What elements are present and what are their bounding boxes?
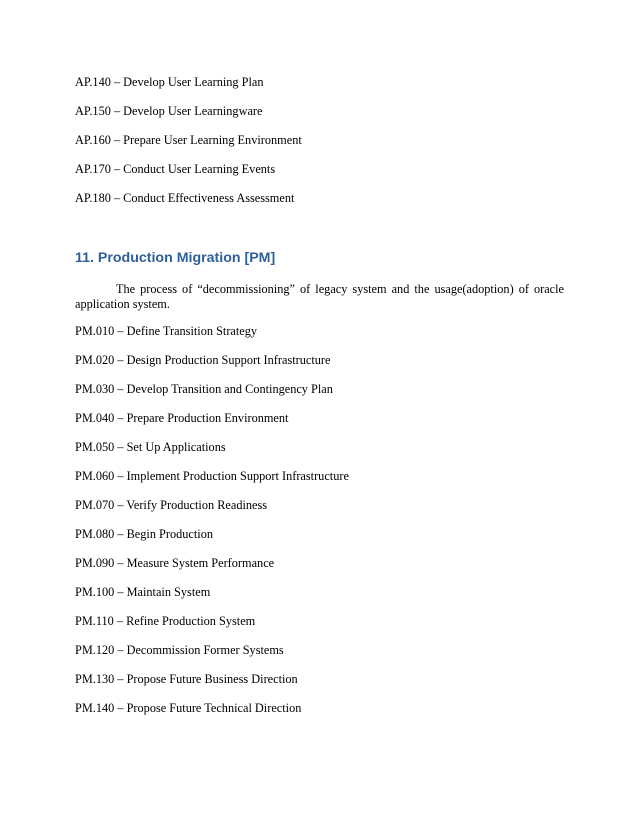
pm-item-140: PM.140 – Propose Future Technical Direction bbox=[75, 701, 302, 715]
pm-item-120: PM.120 – Decommission Former Systems bbox=[75, 643, 284, 657]
ap-item-150: AP.150 – Develop User Learningware bbox=[75, 104, 263, 118]
pm-item-030: PM.030 – Develop Transition and Contingency Plan bbox=[75, 382, 333, 396]
pm-item-050: PM.050 – Set Up Applications bbox=[75, 440, 226, 454]
section-heading: 11. Production Migration [PM] bbox=[75, 250, 276, 266]
pm-item-020: PM.020 – Design Production Support Infrastructure bbox=[75, 353, 331, 367]
section-paragraph: The process of “decommissioning” of legacy system and the usage(adoption) of oracle application system. bbox=[75, 282, 564, 311]
pm-item-080: PM.080 – Begin Production bbox=[75, 527, 214, 541]
pm-item-040: PM.040 – Prepare Production Environment bbox=[75, 411, 289, 425]
pm-item-060: PM.060 – Implement Production Support Infrastructure bbox=[75, 469, 349, 483]
ap-item-140: AP.140 – Develop User Learning Plan bbox=[75, 75, 264, 89]
pm-item-090: PM.090 – Measure System Performance bbox=[75, 556, 275, 570]
pm-item-010: PM.010 – Define Transition Strategy bbox=[75, 324, 258, 338]
pm-item-070: PM.070 – Verify Production Readiness bbox=[75, 498, 268, 512]
ap-item-160: AP.160 – Prepare User Learning Environment bbox=[75, 133, 302, 147]
pm-item-110: PM.110 – Refine Production System bbox=[75, 614, 256, 628]
ap-item-180: AP.180 – Conduct Effectiveness Assessment bbox=[75, 191, 295, 205]
pm-item-130: PM.130 – Propose Future Business Direction bbox=[75, 672, 298, 686]
pm-item-100: PM.100 – Maintain System bbox=[75, 585, 211, 599]
ap-item-170: AP.170 – Conduct User Learning Events bbox=[75, 162, 276, 176]
